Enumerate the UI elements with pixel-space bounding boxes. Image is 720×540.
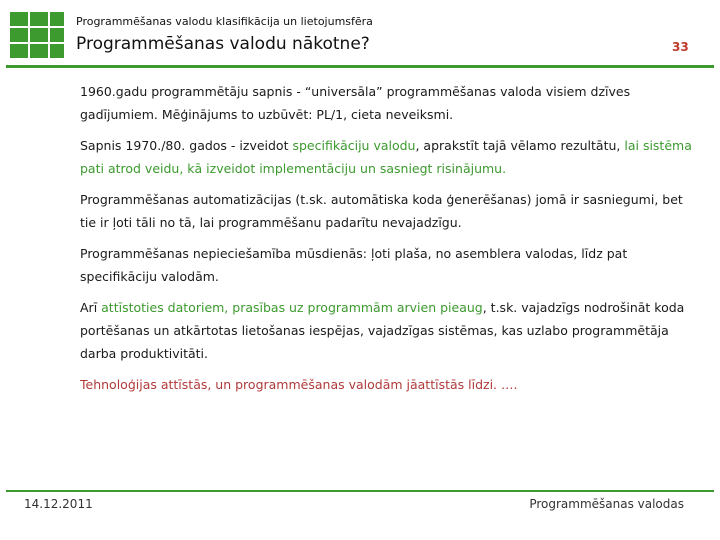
- highlight-text: attīstoties datoriem, prasības uz programmām arvien pieaug: [101, 300, 483, 315]
- paragraph: [80, 242, 700, 288]
- footer-divider: [6, 490, 714, 492]
- slide-number: 33: [672, 40, 689, 54]
- highlight-text: specifikāciju valodu: [292, 138, 416, 153]
- paragraph-text: , t.sk. vajadzīgs nodrošināt koda portēšanas un atkārtotas lietošanas iespējas, vajadzīgas sistēmas, kas uzlabo programmētāja darba produktivitāti.: [80, 300, 685, 361]
- highlight-text: Tehnoloģijas attīstās, un programmēšanas valodām jāattīstās līdzi. ….: [80, 377, 518, 392]
- logo-square: [30, 28, 48, 42]
- logo-grid: [0, 12, 64, 60]
- paragraph: [80, 188, 700, 234]
- paragraph-text: , aprakstīt tajā vēlamo rezultātu,: [415, 138, 625, 153]
- header-divider: [6, 65, 714, 68]
- slide-content: [80, 80, 700, 404]
- highlight-text: lai sistēma pati atrod veidu, kā izveidot implementāciju un sasniegt risinājumu.: [80, 138, 692, 176]
- paragraph: [80, 296, 700, 365]
- paragraph-text: Sapnis 1970./80. gados - izveidot: [80, 138, 293, 153]
- logo-square: [50, 28, 64, 42]
- logo-square: [30, 44, 48, 58]
- logo-square: [50, 12, 64, 26]
- slide-subtitle: Programmēšanas valodu klasifikācija un lietojumsfēra: [76, 15, 373, 28]
- logo-square: [30, 12, 48, 26]
- paragraph-text: Arī: [80, 300, 102, 315]
- paragraph: [80, 80, 700, 126]
- logo-square: [10, 28, 28, 42]
- paragraph-text: 1960.gadu programmētāju sapnis - “universāla” programmēšanas valoda visiem dzīves gadījumiem. Mēģinājums to uzbūvēt: PL/1, cieta neveiksmi.: [80, 84, 631, 122]
- paragraph-text: Programmēšanas nepieciešamība mūsdienās: ļoti plaša, no asemblera valodas, līdz pat specifikāciju valodām.: [80, 246, 628, 284]
- paragraph: [80, 373, 700, 396]
- logo-square: [10, 12, 28, 26]
- slide-title: Programmēšanas valodu nākotne?: [76, 34, 370, 54]
- footer-date: 14.12.2011: [24, 497, 93, 511]
- logo-square: [50, 44, 64, 58]
- footer-course: Programmēšanas valodas: [529, 497, 684, 511]
- paragraph-text: Programmēšanas automatizācijas (t.sk. automātiska koda ģenerēšanas) jomā ir sasniegumi, bet tie ir ļoti tāli no tā, lai programmēšanu padarītu nevajadzīgu.: [80, 192, 683, 230]
- logo-square: [10, 44, 28, 58]
- paragraph: [80, 134, 700, 180]
